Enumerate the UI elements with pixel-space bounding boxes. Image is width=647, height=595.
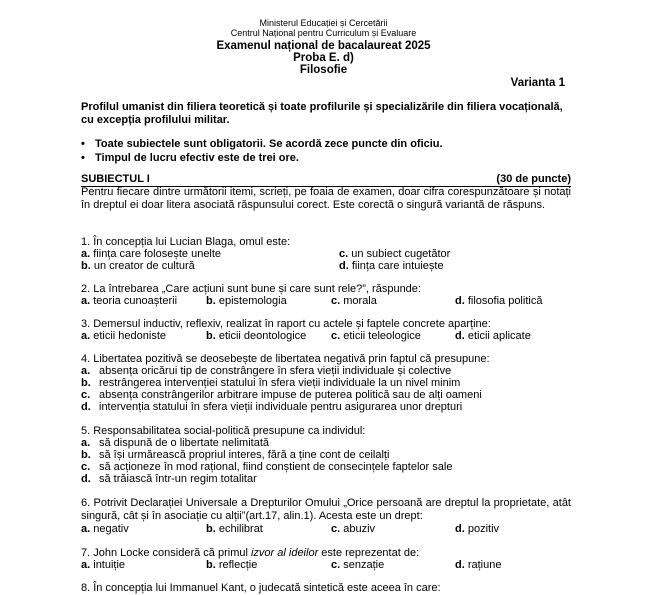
- option-c: c. un subiect cugetător: [339, 248, 451, 260]
- question-stem: 6. Potrivit Declarației Universale a Drepturilor Omului „Orice persoană are dreptul la proprietate, atât singură, cât și în asociație cu alții”(art.17, alin.1). Acesta este un drept:: [81, 497, 571, 522]
- option-d: d. intervenția statului în sfera vieții individuale pentru asigurarea unor drepturi: [81, 401, 463, 413]
- option-a: a. eticii hedoniste: [81, 330, 167, 342]
- option-c: c. absența constrângerilor arbitrare impuse de puterea politică sau de alți oameni: [81, 389, 482, 401]
- exam-page: Ministerul Educației și Cercetării Centrul Național pentru Curriculum și Evaluare Examenul național de bacalaureat 2025 Proba E. d) Filosofie Varianta 1 Profilul umanist din filiera teoretică și toate profilurile și specializările din filiera vocațională, cu excepția profilului militar. • Toate subiectele sunt obligatorii. Se acordă zece puncte din oficiu. • Timpul de lucru efectiv este de trei ore. SUBIECTUL I (30 de puncte) Pentru fiecare dintre următorii itemi, scrieți, pe foaia de examen, doar cifra corespunzătoare și notați în dreptul ei doar litera asociată răspunsului corect. Este corectă o singură variantă de răspuns. 1. În concepția lui Lucian Blaga, omul este: a. ființa care folosește unelte b. un creator de cultură c. un subiect cugetător d. ființa care intuiește 2. La întrebarea „Care acțiuni sunt bune și care sunt rele?”, răspunde: a. teoria cunoașterii b. epistemologia c. morala d. filosofia politică 3. Demersul inductiv, reflexiv, realizat în raport cu actele și faptele concrete aparține: a. eticii hedoniste b. eticii deontologice c. eticii teleologice d. eticii aplicate 4. Libertatea pozitivă se deosebește de libertatea negativă prin faptul că presupune: a. absența oricărui tip de constrângere în sfera vieții individuale și colective b. restrângerea intervenției statului în sfera vieții individuale la un nivel minim c. absența constrângerilor arbitrare impuse de puterea politică sau de alți oameni d. intervenția statului în sfera vieții individuale pentru asigurarea unor drepturi 5. Responsabilitatea social-politică presupune ca individul: a. să dispună de o libertate nelimitată b. să își urmărească propriul interes, fără a ține cont de ceilalți c. să acționeze în mod rațional, fiind conștient de consecințele faptelor sale d. să trăiască într-un regim totalitar 6. Potrivit Declarației Universale a Drepturilor Omului „Orice persoană are dreptul la proprietate, atât singură, cât și în asociație cu alții”(art.17, alin.1). Acesta este un drept: a. negativ b. echilibrat c. abuziv d. pozitiv 7. John Locke consideră că primul izvor al ideilor este reprezentat de: a. intuiție b. reflecție c. senzație d. rațiune 8. În concepția lui Immanuel Kant, o judecată sintetică este aceea în care:: [0, 0, 647, 587]
- option-b: b. un creator de cultură: [81, 260, 195, 272]
- question-stem: 2. La întrebarea „Care acțiuni sunt bune și care sunt rele?”, răspunde:: [81, 283, 421, 295]
- section-heading: [81, 173, 571, 187]
- profile-intro: Profilul umanist din filiera teoretică și toate profilurile și specializările din filiera vocațională, cu excepția profilului militar.: [81, 101, 563, 126]
- option-d: d. ființa care intuiește: [339, 260, 444, 272]
- subject-title: Filosofie: [299, 64, 348, 76]
- option-d: d. filosofia politică: [455, 295, 543, 307]
- option-d: d. rațiune: [455, 559, 502, 571]
- option-d: d. pozitiv: [455, 523, 500, 535]
- center-name: Centrul Național pentru Curriculum și Evaluare: [230, 28, 417, 38]
- section-points: (30 de puncte): [496, 173, 571, 185]
- option-c: c. abuziv: [331, 523, 376, 535]
- option-a: a. negativ: [81, 523, 129, 535]
- question-stem: 5. Responsabilitatea social-politică presupune ca individul:: [81, 425, 366, 437]
- option-c: c. senzație: [331, 559, 385, 571]
- section-title: SUBIECTUL I: [81, 173, 150, 185]
- option-a: a. absența oricărui tip de constrângere în sfera vieții individuale și colective: [81, 365, 452, 377]
- option-c: c. morala: [331, 295, 377, 307]
- option-b: b. restrângerea intervenției statului în sfera vieții individuale la un nivel minim: [81, 377, 461, 389]
- proba-label: Proba E. d): [293, 52, 354, 64]
- ministry-name: Ministerul Educației și Cercetării: [259, 18, 388, 28]
- question-stem: 3. Demersul inductiv, reflexiv, realizat în raport cu actele și faptele concrete aparține:: [81, 318, 491, 330]
- instructions: Pentru fiecare dintre următorii itemi, scrieți, pe foaia de examen, doar cifra corespunzătoare și notați în dreptul ei doar litera asociată răspunsului corect. Este corectă o singură variantă de răspuns.: [81, 186, 571, 211]
- question-stem: 7. John Locke consideră că primul izvor al ideilor este reprezentat de:: [81, 547, 420, 559]
- option-a: a. să dispună de o libertate nelimitată: [81, 437, 269, 449]
- question-stem: 4. Libertatea pozitivă se deosebește de libertatea negativă prin faptul că presupune:: [81, 353, 490, 365]
- option-c: c. eticii teleologice: [331, 330, 421, 342]
- option-d: d. să trăiască într-un regim totalitar: [81, 473, 257, 485]
- option-b: b. reflecție: [206, 559, 258, 571]
- bullet-icon: •: [81, 138, 85, 150]
- option-a: a. intuiție: [81, 559, 126, 571]
- exam-title: Examenul național de bacalaureat 2025: [216, 40, 431, 52]
- question-stem: 8. În concepția lui Immanuel Kant, o judecată sintetică este aceea în care:: [81, 582, 441, 594]
- question-stem: 1. În concepția lui Lucian Blaga, omul este:: [81, 236, 291, 248]
- option-a: a. ființa care folosește unelte: [81, 248, 222, 260]
- option-c: c. să acționeze în mod rațional, fiind conștient de consecințele faptelor sale: [81, 461, 453, 473]
- option-b: b. eticii deontologice: [206, 330, 307, 342]
- varianta-label: Varianta 1: [510, 77, 565, 89]
- option-a: a. teoria cunoașterii: [81, 295, 178, 307]
- option-b: b. epistemologia: [206, 295, 287, 307]
- option-b: b. să își urmărească propriul interes, fără a ține cont de ceilalți: [81, 449, 390, 461]
- option-d: d. eticii aplicate: [455, 330, 531, 342]
- bullet-icon: •: [81, 152, 85, 164]
- option-b: b. echilibrat: [206, 523, 263, 535]
